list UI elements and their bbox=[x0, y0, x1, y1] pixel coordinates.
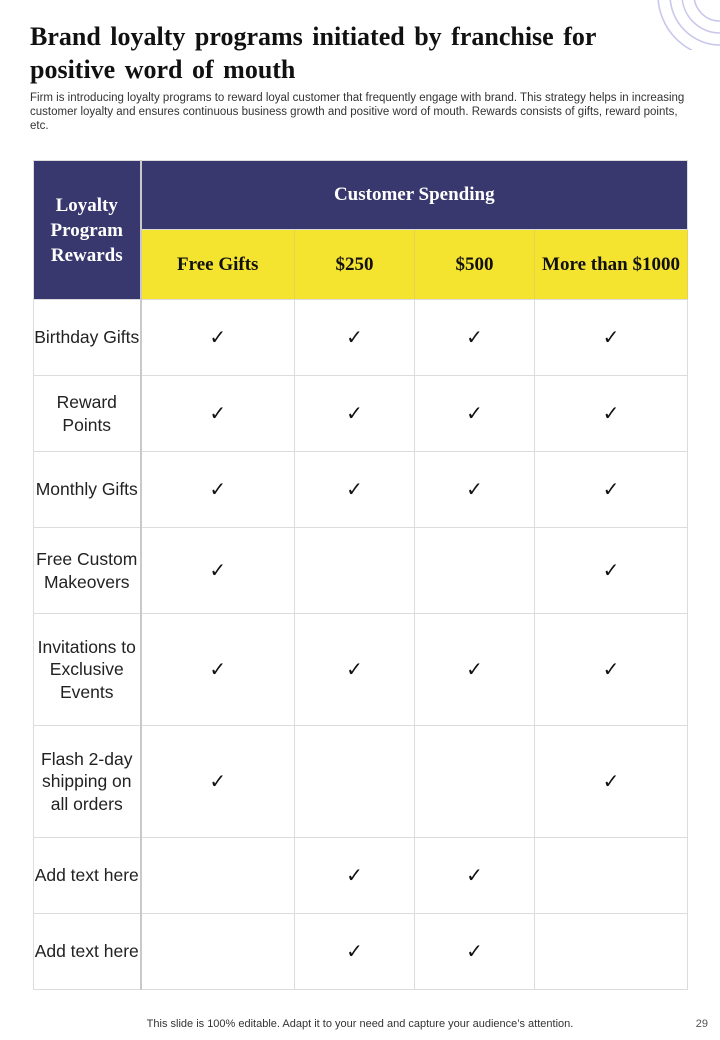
check-mark-icon: ✓ bbox=[415, 838, 535, 914]
tier-header: More than $1000 bbox=[535, 230, 688, 300]
check-mark-icon: ✓ bbox=[295, 838, 415, 914]
empty-cell bbox=[295, 528, 415, 614]
check-mark-icon: ✓ bbox=[535, 528, 688, 614]
empty-cell bbox=[141, 914, 295, 990]
check-mark-icon: ✓ bbox=[535, 376, 688, 452]
row-label: Flash 2-day shipping on all orders bbox=[34, 726, 141, 838]
row-label: Invitations to Exclusive Events bbox=[34, 614, 141, 726]
check-mark-icon: ✓ bbox=[535, 300, 688, 376]
empty-cell bbox=[295, 726, 415, 838]
row-label: Add text here bbox=[34, 838, 141, 914]
header-row bbox=[34, 161, 688, 230]
empty-cell bbox=[415, 528, 535, 614]
check-mark-icon: ✓ bbox=[415, 914, 535, 990]
tier-header: Free Gifts bbox=[141, 230, 295, 300]
table-row bbox=[34, 376, 688, 452]
check-mark-icon: ✓ bbox=[415, 376, 535, 452]
table-row bbox=[34, 452, 688, 528]
check-mark-icon: ✓ bbox=[535, 726, 688, 838]
check-mark-icon: ✓ bbox=[295, 914, 415, 990]
check-mark-icon: ✓ bbox=[415, 300, 535, 376]
check-mark-icon: ✓ bbox=[295, 300, 415, 376]
table-row bbox=[34, 528, 688, 614]
check-mark-icon: ✓ bbox=[141, 376, 295, 452]
check-mark-icon: ✓ bbox=[141, 726, 295, 838]
check-mark-icon: ✓ bbox=[415, 452, 535, 528]
table-row bbox=[34, 914, 688, 990]
check-mark-icon: ✓ bbox=[535, 614, 688, 726]
row-label: Add text here bbox=[34, 914, 141, 990]
check-mark-icon: ✓ bbox=[295, 376, 415, 452]
tier-header: $500 bbox=[415, 230, 535, 300]
table-row bbox=[34, 838, 688, 914]
empty-cell bbox=[415, 726, 535, 838]
check-mark-icon: ✓ bbox=[415, 614, 535, 726]
empty-cell bbox=[141, 838, 295, 914]
check-mark-icon: ✓ bbox=[141, 452, 295, 528]
check-mark-icon: ✓ bbox=[141, 528, 295, 614]
check-mark-icon: ✓ bbox=[141, 614, 295, 726]
check-mark-icon: ✓ bbox=[295, 452, 415, 528]
footer-note: This slide is 100% editable. Adapt it to your need and capture your audience’s attention. bbox=[146, 1018, 574, 1030]
row-label: Monthly Gifts bbox=[34, 452, 141, 528]
page-title: Brand loyalty programs initiated by franchise for positive word of mouth bbox=[30, 22, 596, 84]
page-number: 29 bbox=[695, 1018, 708, 1030]
table-row bbox=[34, 300, 688, 376]
loyalty-table bbox=[33, 160, 688, 990]
row-label: Birthday Gifts bbox=[34, 300, 141, 376]
empty-cell bbox=[535, 914, 688, 990]
check-mark-icon: ✓ bbox=[535, 452, 688, 528]
page-subtitle: Firm is introducing loyalty programs to reward loyal customer that frequently engage with brand. This strategy helps in increasing customer loyalty and ensures continuous business growth and positive word of mouth. Rewards consists of gifts, reward points, etc. bbox=[30, 92, 685, 132]
empty-cell bbox=[535, 838, 688, 914]
tier-header: $250 bbox=[295, 230, 415, 300]
check-mark-icon: ✓ bbox=[295, 614, 415, 726]
customer-spending-header: Customer Spending bbox=[141, 161, 688, 230]
row-label: Free Custom Makeovers bbox=[34, 528, 141, 614]
check-mark-icon: ✓ bbox=[141, 300, 295, 376]
row-label: Reward Points bbox=[34, 376, 141, 452]
table-row bbox=[34, 726, 688, 838]
table-row bbox=[34, 614, 688, 726]
corner-header: Loyalty Program Rewards bbox=[34, 161, 141, 300]
